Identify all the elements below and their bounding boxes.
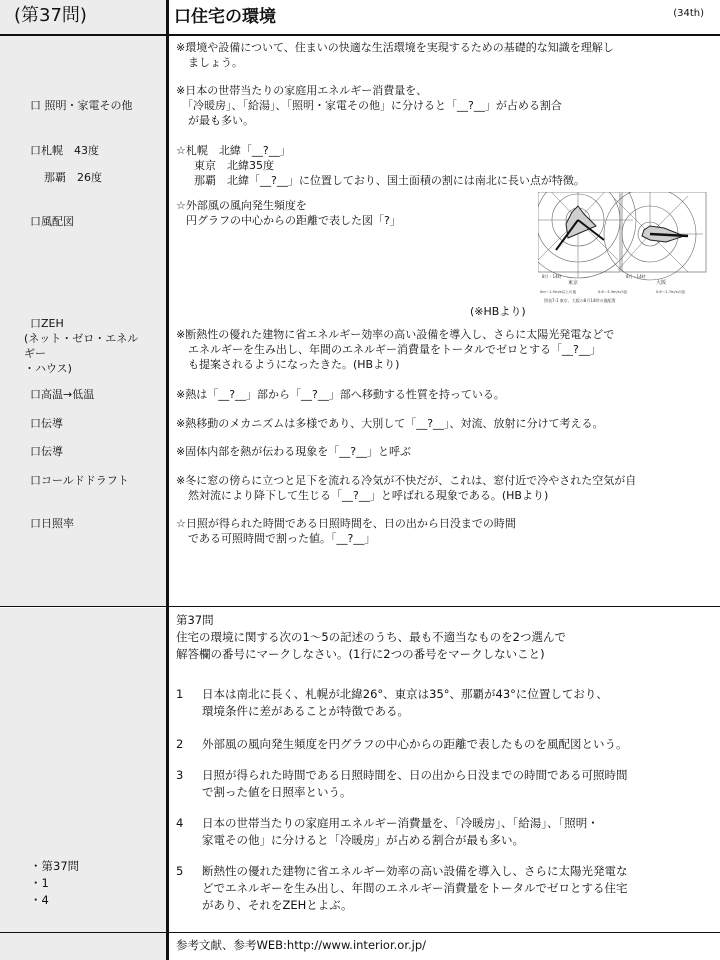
footer-rule	[0, 932, 720, 933]
wind-rose-figure	[538, 192, 708, 304]
note-line: ☆札幌 北緯「__?__」	[176, 144, 291, 157]
note-text	[176, 444, 712, 459]
option-number: 2	[176, 737, 184, 751]
option-line: 環境条件に差があることが特徴である。	[202, 704, 409, 718]
option-number: 3	[176, 768, 184, 782]
option-line: で割った値を日照率という。	[202, 785, 352, 799]
option-line: 家電その他」に分けると「冷暖房」が占める割合が最も多い。	[202, 833, 524, 847]
note-text	[176, 198, 526, 228]
option-line: 日照が得られた時間である日照時間を、日の出から日没までの時間である可照時間	[202, 768, 628, 782]
option-line: 断熱性の優れた建物に省エネルギー効率の高い設備を導入し、さらに太陽光発電な	[202, 864, 628, 878]
note-label-line: (ネット・ゼロ・エネル	[24, 332, 139, 345]
option-line: があり、それをZEHとよぶ。	[202, 898, 353, 912]
question-number: 第37問	[176, 613, 214, 627]
note-label	[24, 316, 139, 376]
note-line: 那覇 北緯「__?__」に位置しており、国土面積の割には南北に長い点が特徴。	[194, 174, 585, 187]
answer-block	[30, 858, 79, 909]
note-label-line: 口ZEH	[30, 317, 64, 330]
note-text	[176, 516, 712, 546]
note-line: 然対流により降下して生じる「__?__」と呼ばれる現象である。(HBより)	[188, 489, 549, 502]
intro-line: ましょう。	[188, 56, 243, 69]
question-number-header: (第37問)	[14, 5, 87, 26]
note-text	[176, 143, 712, 188]
column-divider	[166, 0, 169, 960]
option-number: 5	[176, 864, 184, 878]
note-label: 口伝導	[30, 445, 63, 458]
intro-line: ※環境や設備について、住まいの快適な生活環境を実現するための基礎的な知識を理解し	[176, 41, 614, 54]
note-line: ☆日照が得られた時間である日照時間を、日の出から日没までの時間	[176, 517, 516, 530]
figure-title: 図表7-1 東京、大阪の8月14時の風配図	[544, 298, 616, 303]
figure-label: 8月・14時	[626, 274, 646, 279]
figure-legend: 0m〜1.5m/s以上の風	[540, 290, 577, 294]
note-label: 那覇 26度	[44, 171, 102, 184]
figure-caption: (※HBより)	[470, 305, 526, 318]
note-line: ※熱は「__?__」部から「__?__」部へ移動する性質を持っている。	[176, 388, 505, 401]
note-line: も提案されるようになったきた。(HBより)	[188, 358, 400, 371]
answer-line: ・4	[30, 893, 49, 907]
note-text	[176, 327, 712, 372]
figure-city: 大阪	[656, 280, 667, 286]
figure-legend: 0.6〜1.7m/sの風	[656, 290, 685, 294]
note-text	[176, 473, 712, 503]
note-text	[176, 416, 712, 431]
note-label-line: ギー	[24, 347, 46, 360]
reference-link[interactable]: 参考文献、参考WEB:http://www.interior.or.jp/	[176, 938, 427, 952]
question-line: 住宅の環境に関する次の1〜5の記述のうち、最も不適当なものを2つ選んで	[176, 630, 566, 644]
exam-code: (34th)	[673, 8, 704, 19]
figure-city: 東京	[568, 280, 579, 286]
figure-legend: 0.6〜3.3m/sの風	[598, 290, 627, 294]
note-label: 口日照率	[30, 517, 74, 530]
note-line: ※断熱性の優れた建物に省エネルギー効率の高い設備を導入し、さらに太陽光発電などで	[176, 328, 615, 341]
option-number: 1	[176, 687, 184, 701]
note-line: 円グラフの中心からの距離で表した図「?」	[186, 214, 401, 227]
option-line: 外部風の風向発生頻度を円グラフの中心からの距離で表したものを風配図という。	[202, 737, 628, 751]
note-label: 口風配図	[30, 215, 74, 228]
note-text	[176, 83, 712, 128]
note-label: 口高温→低温	[30, 388, 95, 401]
option-line: 日本は南北に長く、札幌が北緯26°、東京は35°、那覇が43°に位置しており、	[202, 687, 608, 701]
note-label: 口 照明・家電その他	[30, 99, 133, 112]
note-line: ※日本の世帯当たりの家庭用エネルギー消費量を、	[176, 84, 428, 97]
answer-line: ・1	[30, 876, 49, 890]
note-line: 「冷暖房」、「給湯」、「照明・家電その他」に分けると「__?__」が占める割合	[182, 99, 562, 112]
note-label: 口コールドドラフト	[30, 474, 129, 487]
answer-line: ・第37問	[30, 859, 80, 873]
page-title: 口住宅の環境	[174, 7, 276, 27]
note-line: 東京 北緯35度	[194, 159, 274, 172]
note-line: である可照時間で割った値。「__?__」	[188, 532, 376, 545]
question-stem	[176, 612, 566, 663]
header-rule	[0, 34, 720, 36]
note-line: エネルギーを生み出し、年間のエネルギー消費量をトータルでゼロとする「__?__」	[188, 343, 601, 356]
note-line: ※固体内部を熱が伝わる現象を「__?__」と呼ぶ	[176, 445, 412, 458]
note-line: ※冬に窓の傍らに立つと足下を流れる冷気が不快だが、これは、窓付近で冷やされた空気が自	[176, 474, 637, 487]
section-rule	[0, 606, 720, 607]
note-line: が最も多い。	[188, 114, 254, 127]
note-line: ☆外部風の風向発生頻度を	[176, 199, 307, 212]
question-line: 解答欄の番号にマークしなさい。(1行に2つの番号をマークしないこと)	[176, 647, 545, 661]
note-text	[176, 387, 712, 402]
option-line: どでエネルギーを生み出し、年間のエネルギー消費量をトータルでゼロとする住宅	[202, 881, 628, 895]
figure-label: 8月・14時	[542, 274, 562, 279]
option-number: 4	[176, 816, 184, 830]
question-label-band	[0, 608, 166, 932]
footer-label-band	[0, 933, 166, 960]
figure-background	[538, 192, 708, 304]
note-label: 口伝導	[30, 417, 63, 430]
note-line: ※熱移動のメカニズムは多様であり、大別して「__?__」、対流、放射に分けて考える。	[176, 417, 604, 430]
option-line: 日本の世帯当たりの家庭用エネルギー消費量を、「冷暖房」、「給湯」、「照明・	[202, 816, 599, 830]
note-label-line: ・ハウス)	[24, 362, 72, 375]
intro-text	[176, 40, 712, 70]
note-label: 口札幌 43度	[30, 144, 99, 157]
